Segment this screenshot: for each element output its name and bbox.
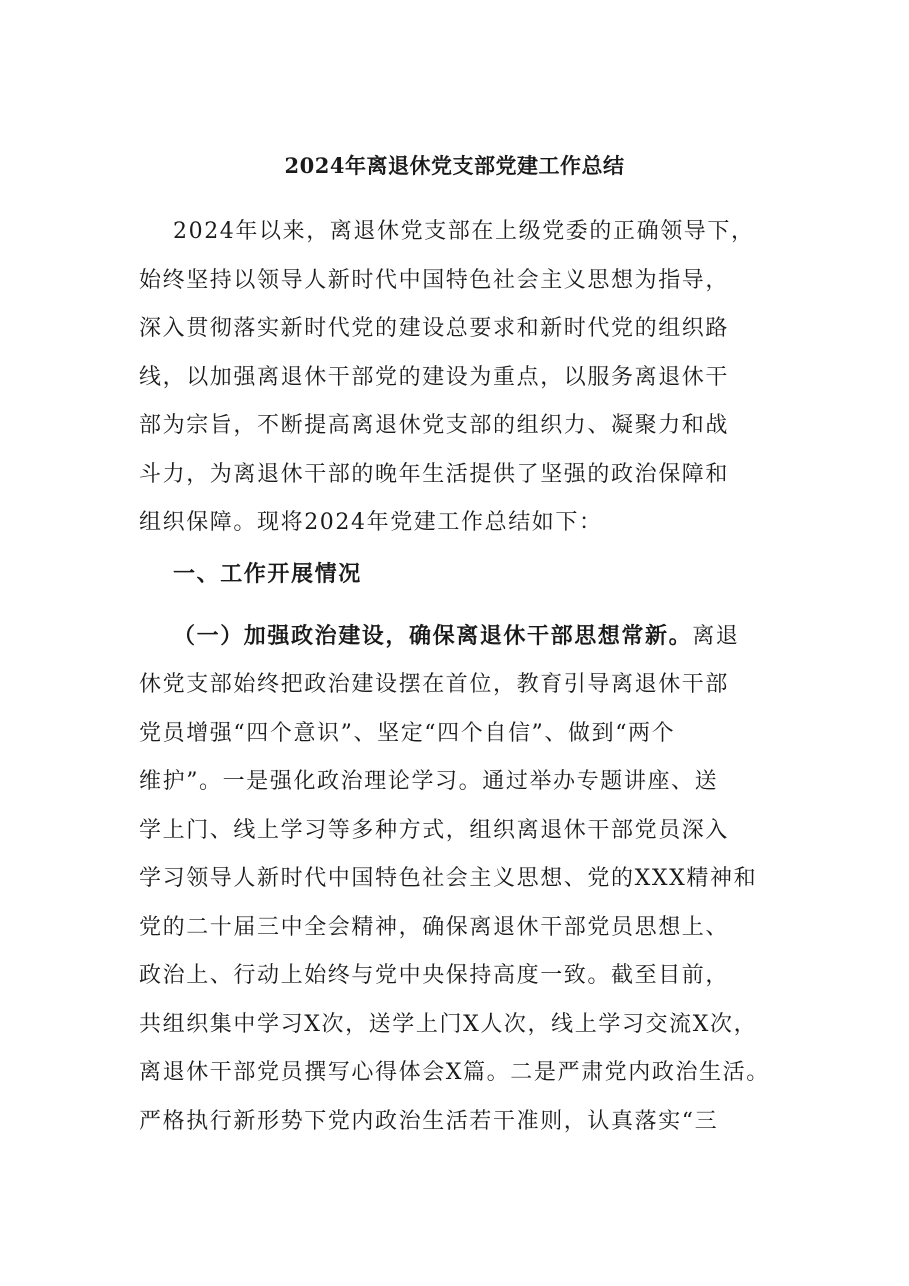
subsection-lead-line (139, 612, 799, 662)
intro-line: 线，以加强离退休干部党的建设为重点，以服务离退休干 (139, 364, 730, 390)
intro-line: 深入贯彻落实新时代党的建设总要求和新时代党的组织路 (139, 316, 730, 341)
section-heading: 一、工作开展情况 (173, 561, 362, 587)
body-line: 学习领导人新时代中国特色社会主义思想、党的XXX精神和 (139, 866, 758, 891)
body-line: 共组织集中学习X次，送学上门X人次，线上学习交流X次， (139, 1011, 758, 1037)
intro-line: 斗力，为离退休干部的晚年生活提供了坚强的政治保障和 (139, 461, 730, 487)
body-line: 党员增强“四个意识”、坚定“四个自信”、做到“两个 (139, 720, 676, 746)
intro-line: 始终坚持以领导人新时代中国特色社会主义思想为指导， (139, 267, 730, 293)
body-line: 离退休干部党员撰写心得体会X篇。二是严肃党内政治生活。 (139, 1060, 770, 1085)
body-line: 党的二十届三中全会精神，确保离退休干部党员思想上、 (139, 914, 730, 940)
body-line: 休党支部始终把政治建设摆在首位，教育引导离退休干部 (139, 672, 730, 697)
body-line: 严格执行新形势下党内政治生活若干准则，认真落实“三 (139, 1108, 719, 1134)
subsection-heading: （一）加强政治建设，确保离退休干部思想常新。 (173, 622, 693, 649)
body-line: 政治上、行动上始终与党中央保持高度一致。截至目前， (139, 963, 730, 988)
section1-block (139, 550, 799, 1146)
intro-line: 2024年以来，离退休党支部在上级党委的正确领导下， (173, 219, 755, 244)
body-line: 维护”。一是强化政治理论学习。通过举办专题讲座、送 (139, 769, 719, 794)
document-title: 2024年离退休党支部党建工作总结 (284, 153, 625, 178)
intro-line: 组织保障。现将2024年党建工作总结如下： (139, 510, 603, 535)
subsection-lead-text: 离退 (692, 623, 740, 649)
body-line: 学上门、线上学习等多种方式，组织离退休干部党员深入 (139, 817, 730, 843)
intro-line: 部为宗旨，不断提高离退休党支部的组织力、凝聚力和战 (139, 413, 730, 438)
intro-paragraph (139, 208, 799, 548)
section-gap (139, 599, 799, 612)
